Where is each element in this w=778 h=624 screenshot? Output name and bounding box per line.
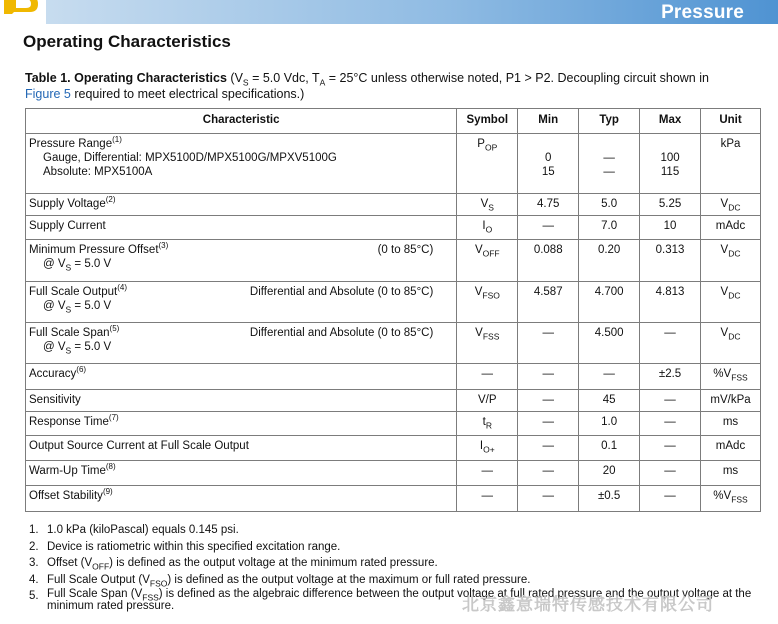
max-value: 4.813 — [655, 286, 685, 298]
max-value: 0.313 — [655, 244, 685, 256]
characteristic-name-wrap — [29, 326, 119, 340]
table-row — [26, 412, 761, 436]
unit-cell — [701, 436, 761, 461]
condition-text: Differential and Absolute (0 to 85°C) — [249, 286, 434, 298]
max-cell — [640, 194, 701, 216]
header-bar — [46, 0, 778, 24]
logo-icon — [0, 0, 44, 14]
symbol-sub: OFF — [482, 248, 500, 259]
unit-main: mV/kPa — [710, 394, 751, 406]
min-cell — [518, 412, 579, 436]
unit-main: mAdc — [715, 220, 746, 232]
column-header: Symbol — [457, 109, 518, 134]
characteristic-name-wrap — [29, 439, 249, 453]
characteristic-line — [29, 415, 453, 429]
characteristic-name: Response Time — [29, 416, 109, 428]
symbol-main: — — [481, 368, 494, 380]
typ-cell — [579, 412, 640, 436]
column-header: Characteristic — [26, 109, 457, 134]
unit-cell — [701, 282, 761, 323]
symbol-cell — [457, 216, 518, 240]
figure-link[interactable]: Figure 5 — [25, 87, 71, 101]
characteristic-cell — [26, 216, 457, 240]
characteristic-name: Accuracy — [29, 368, 77, 380]
unit-sub: FSS — [731, 372, 748, 383]
condition-text: (0 to 85°C) — [377, 244, 434, 256]
min-cell — [518, 323, 579, 364]
min-value: — — [542, 490, 554, 502]
symbol-cell — [457, 282, 518, 323]
typ-value: 0.1 — [601, 440, 618, 452]
symbol-main: V — [480, 198, 489, 210]
table-row — [26, 364, 761, 390]
characteristic-name: Supply Current — [29, 220, 106, 232]
footnote-item — [29, 572, 769, 589]
condition-text: Differential and Absolute (0 to 85°C) — [249, 327, 434, 339]
column-header: Max — [640, 109, 701, 134]
column-header: Unit — [701, 109, 761, 134]
max-value: 115 — [660, 166, 680, 178]
column-header: Typ — [579, 109, 640, 134]
typ-cell — [579, 282, 640, 323]
footnote-ref: (9) — [102, 487, 113, 497]
typ-value: — — [603, 368, 615, 380]
unit-cell — [701, 194, 761, 216]
footnote-text — [47, 572, 769, 589]
max-value: — — [664, 490, 676, 502]
typ-value: 0.20 — [597, 244, 621, 256]
characteristic-name-wrap — [29, 243, 168, 257]
table-row — [26, 134, 761, 194]
unit-cell — [701, 486, 761, 512]
typ-cell — [579, 194, 640, 216]
min-cell — [518, 461, 579, 486]
characteristic-name-wrap — [29, 219, 106, 233]
characteristic-name: Warm-Up Time — [29, 465, 106, 477]
symbol-sub: FSO — [482, 290, 500, 301]
characteristic-name: Output Source Current at Full Scale Output — [29, 440, 249, 452]
typ-cell — [579, 240, 640, 282]
max-value: — — [664, 416, 676, 428]
min-value: 4.75 — [537, 198, 560, 210]
characteristic-cell — [26, 323, 457, 364]
footnote-ref: (3) — [158, 241, 169, 251]
unit-main: mAdc — [715, 440, 746, 452]
symbol-cell — [457, 486, 518, 512]
max-value: — — [664, 440, 676, 452]
characteristic-line — [29, 439, 453, 453]
footnote-sub: FSO — [149, 577, 168, 588]
characteristic-line — [29, 137, 453, 151]
unit-cell — [701, 240, 761, 282]
characteristic-name-wrap — [29, 285, 127, 299]
footnote-sub: OFF — [92, 561, 110, 572]
symbol-cell — [457, 412, 518, 436]
max-value: ±2.5 — [658, 368, 682, 380]
characteristic-cell — [26, 390, 457, 412]
table-row — [26, 323, 761, 364]
typ-cell — [579, 364, 640, 390]
characteristic-name: Full Scale Span — [29, 327, 110, 339]
characteristic-name-wrap — [29, 137, 122, 151]
footnote-ref: (4) — [117, 283, 127, 293]
typ-value: 7.0 — [601, 220, 618, 232]
min-value: — — [542, 440, 554, 452]
symbol-main: t — [482, 416, 486, 428]
characteristic-line — [29, 393, 453, 407]
unit-main: V — [720, 244, 729, 256]
symbol-main: V/P — [478, 394, 497, 406]
condition-at-pre: @ V — [43, 300, 66, 312]
symbol-cell — [457, 240, 518, 282]
footnote-body: Device is ratiometric within this specified excitation range. — [47, 540, 341, 553]
condition-at-sub: S — [65, 345, 72, 356]
min-value: — — [542, 465, 554, 477]
caption-text-1: (V — [230, 71, 243, 85]
symbol-cell — [457, 390, 518, 412]
max-value: — — [664, 327, 676, 339]
condition-at-post: = 5.0 V — [71, 258, 112, 270]
characteristic-line — [29, 326, 453, 340]
characteristic-cell — [26, 364, 457, 390]
footnote-number: 1. — [29, 524, 39, 536]
characteristic-cell — [26, 134, 457, 194]
min-cell — [518, 194, 579, 216]
typ-value: — — [603, 166, 615, 178]
footnote-ref: (2) — [105, 195, 116, 205]
symbol-sub: S — [488, 202, 494, 213]
typ-value: 45 — [602, 394, 616, 406]
condition-at-pre: @ V — [43, 341, 66, 353]
typ-value: 1.0 — [601, 416, 618, 428]
symbol-cell — [457, 364, 518, 390]
table-row — [26, 216, 761, 240]
unit-cell — [701, 364, 761, 390]
column-header: Min — [518, 109, 579, 134]
max-value: — — [664, 465, 676, 477]
typ-cell — [579, 486, 640, 512]
footnote-number: 4. — [29, 573, 39, 586]
symbol-main: I — [482, 220, 486, 232]
footnote-pre: Full Scale Span (V — [47, 588, 143, 600]
characteristic-line — [29, 464, 453, 478]
characteristic-subline: Absolute: MPX5100A — [43, 166, 153, 178]
characteristic-name: Offset Stability — [29, 490, 103, 502]
unit-cell — [701, 461, 761, 486]
max-cell — [640, 390, 701, 412]
symbol-sub: O — [485, 224, 493, 235]
footnote-post: ) is defined as the output voltage at the minimum rated pressure. — [109, 557, 438, 569]
condition-at-sub: S — [65, 304, 72, 315]
table-label: Table 1. Operating Characteristics — [25, 71, 227, 85]
footnote-sub: FSS — [142, 592, 159, 603]
unit-cell — [701, 134, 761, 194]
table-row — [26, 486, 761, 512]
min-value: 15 — [541, 166, 555, 178]
condition-at-post: = 5.0 V — [71, 300, 112, 312]
symbol-cell — [457, 436, 518, 461]
max-cell — [640, 364, 701, 390]
symbol-main: — — [481, 465, 494, 477]
footnote-number: 3. — [29, 557, 39, 569]
characteristic-name-wrap — [29, 197, 116, 211]
characteristic-line — [29, 219, 453, 233]
max-cell — [640, 412, 701, 436]
max-cell — [640, 134, 701, 194]
footnote-text — [47, 522, 769, 539]
table-row — [26, 194, 761, 216]
footnote-pre: Full Scale Output (V — [47, 573, 150, 586]
max-cell — [640, 486, 701, 512]
unit-main: ms — [722, 465, 739, 477]
min-value: — — [542, 220, 554, 232]
typ-cell — [579, 323, 640, 364]
min-cell — [518, 436, 579, 461]
characteristic-cell — [26, 240, 457, 282]
min-cell — [518, 364, 579, 390]
symbol-sub: R — [485, 420, 492, 431]
characteristic-line — [29, 243, 453, 257]
symbol-main: V — [474, 244, 483, 256]
condition-at-sub: S — [65, 262, 72, 273]
typ-value: 4.700 — [594, 286, 624, 298]
max-cell — [640, 216, 701, 240]
unit-main: ms — [722, 416, 739, 428]
caption-text-3: = 25°C unless otherwise noted, P1 > P2. Decoupling circuit shown in — [325, 71, 709, 85]
unit-main: V — [720, 198, 729, 210]
characteristic-line — [29, 197, 453, 211]
characteristic-name: Full Scale Output — [29, 286, 118, 298]
characteristic-subline: Gauge, Differential: MPX5100D/MPX5100G/MPXV5100G — [43, 152, 337, 164]
caption-sub-2: A — [319, 77, 326, 88]
header-title: Pressure — [661, 2, 744, 23]
condition-at — [29, 299, 453, 313]
symbol-cell — [457, 134, 518, 194]
footnote-item — [29, 522, 769, 539]
unit-main: %V — [713, 368, 732, 380]
min-cell — [518, 216, 579, 240]
symbol-main: — — [481, 490, 494, 502]
typ-value: 5.0 — [601, 198, 618, 210]
typ-cell — [579, 436, 640, 461]
watermark: 北京鑫意瑞特传感技术有限公司 — [462, 595, 714, 615]
condition-at-post: = 5.0 V — [71, 341, 112, 353]
symbol-sub: O+ — [483, 444, 495, 455]
max-value: 5.25 — [658, 198, 682, 210]
max-cell — [640, 282, 701, 323]
table-row — [26, 390, 761, 412]
max-value: 10 — [663, 220, 677, 232]
min-value: — — [542, 394, 554, 406]
typ-value: 20 — [602, 465, 616, 477]
characteristic-name-wrap — [29, 464, 116, 478]
condition-at — [29, 340, 453, 354]
typ-cell — [579, 216, 640, 240]
table-row — [26, 282, 761, 323]
min-value: — — [542, 327, 554, 339]
footnote-ref: (6) — [76, 365, 87, 375]
max-value: 100 — [660, 152, 680, 164]
table-header-row — [26, 109, 761, 134]
symbol-sub: OP — [484, 142, 498, 153]
symbol-main: V — [475, 327, 483, 339]
characteristic-name: Pressure Range — [29, 138, 113, 150]
unit-sub: DC — [728, 290, 741, 301]
characteristic-cell — [26, 194, 457, 216]
max-cell — [640, 323, 701, 364]
characteristic-cell — [26, 461, 457, 486]
footnote-text — [47, 555, 769, 572]
min-cell — [518, 240, 579, 282]
typ-cell — [579, 134, 640, 194]
caption-sub-1: S — [242, 77, 249, 88]
unit-sub: DC — [728, 202, 741, 213]
typ-value: 4.500 — [594, 327, 624, 339]
symbol-sub: FSS — [482, 331, 500, 342]
footnote-post: ) is defined as the output voltage at the maximum or full rated pressure. — [167, 573, 531, 586]
table-caption — [25, 70, 765, 102]
characteristic-line — [29, 367, 453, 381]
footnote-body: 1.0 kPa (kiloPascal) equals 0.145 psi. — [47, 524, 239, 536]
caption-text-2: = 5.0 Vdc, T — [248, 71, 320, 85]
footnote-item — [29, 555, 769, 572]
min-value: 4.587 — [533, 286, 563, 298]
typ-cell — [579, 390, 640, 412]
unit-cell — [701, 390, 761, 412]
footnote-ref: (1) — [112, 135, 122, 145]
characteristic-cell — [26, 486, 457, 512]
min-cell — [518, 134, 579, 194]
condition-at-pre: @ V — [43, 258, 66, 270]
unit-sub: DC — [728, 331, 741, 342]
characteristic-name: Minimum Pressure Offset — [29, 244, 159, 256]
max-cell — [640, 461, 701, 486]
unit-sub: DC — [728, 248, 741, 259]
characteristic-name-wrap — [29, 415, 119, 429]
typ-value: ±0.5 — [597, 490, 621, 502]
max-value: — — [664, 394, 676, 406]
characteristic-name-wrap — [29, 367, 86, 381]
header-band — [0, 0, 778, 24]
unit-cell — [701, 323, 761, 364]
unit-cell — [701, 216, 761, 240]
symbol-cell — [457, 461, 518, 486]
symbol-main: P — [477, 138, 485, 150]
min-cell — [518, 282, 579, 323]
typ-cell — [579, 461, 640, 486]
characteristic-name: Sensitivity — [29, 394, 81, 406]
symbol-cell — [457, 323, 518, 364]
min-value: — — [542, 416, 554, 428]
unit-main: V — [720, 286, 729, 298]
typ-value: — — [603, 152, 615, 164]
footnote-text — [47, 539, 769, 556]
characteristic-name-wrap — [29, 489, 113, 503]
footnote-ref: (8) — [105, 462, 116, 472]
footnote-number: 2. — [29, 540, 39, 553]
unit-main: %V — [713, 490, 732, 502]
min-value: — — [542, 368, 554, 380]
characteristic-cell — [26, 282, 457, 323]
characteristic-name-wrap — [29, 393, 81, 407]
symbol-main: V — [474, 286, 483, 298]
footnote-ref: (5) — [109, 324, 120, 334]
characteristic-cell — [26, 412, 457, 436]
min-cell — [518, 390, 579, 412]
footnote-pre: Offset (V — [47, 557, 93, 569]
unit-cell — [701, 412, 761, 436]
characteristic-name: Supply Voltage — [29, 198, 106, 210]
unit-main: kPa — [720, 138, 741, 150]
footnote-post: ) is defined as the algebraic difference between the output voltage at full rated pressure and the output voltage at the minimum rated pressure. — [47, 588, 752, 612]
footnote-number: 5. — [29, 590, 39, 602]
min-value: 0.088 — [533, 244, 563, 256]
unit-main: V — [720, 327, 729, 339]
min-cell — [518, 486, 579, 512]
max-cell — [640, 240, 701, 282]
table-row — [26, 240, 761, 282]
caption-text-4: required to meet electrical specifications.) — [70, 87, 305, 101]
characteristic-line — [29, 285, 453, 299]
footnote-item — [29, 539, 769, 556]
operating-characteristics-table — [25, 108, 761, 512]
symbol-main: I — [479, 440, 484, 452]
characteristic-line — [29, 489, 453, 503]
footnote-ref: (7) — [108, 413, 119, 423]
table-row — [26, 436, 761, 461]
max-cell — [640, 436, 701, 461]
characteristic-cell — [26, 436, 457, 461]
min-value: 0 — [545, 152, 552, 164]
section-heading: Operating Characteristics — [23, 32, 231, 51]
unit-sub: FSS — [731, 494, 748, 505]
symbol-cell — [457, 194, 518, 216]
condition-at — [29, 257, 453, 271]
table-row — [26, 461, 761, 486]
